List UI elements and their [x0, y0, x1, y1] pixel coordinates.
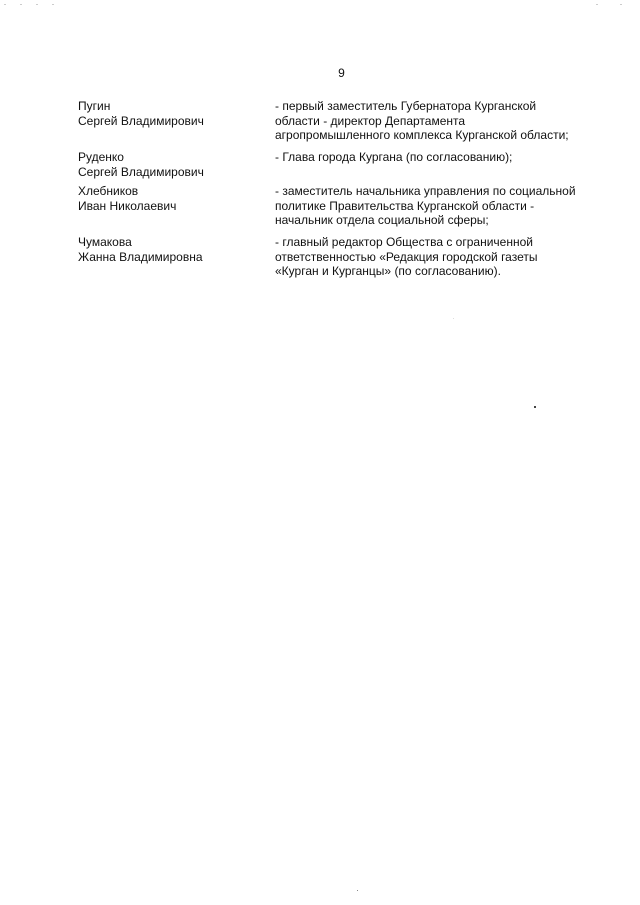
- member-surname: Пугин: [78, 99, 111, 113]
- role-line: ответственностью «Редакция городской газеты: [275, 249, 538, 264]
- role-line: - Глава города Кургана (по согласованию);: [275, 150, 513, 164]
- member-name: [78, 150, 268, 179]
- scan-speck: [357, 890, 358, 891]
- scan-artifact-top-right: [620, 4, 622, 5]
- role-line: области - директор Департамента: [275, 113, 466, 128]
- role-line: - главный редактор Общества с ограниченной: [275, 235, 533, 249]
- scan-artifact-top-left: [36, 4, 38, 5]
- member-name: [78, 184, 268, 213]
- role-line: агропромышленного комплекса Курганской области;: [275, 128, 569, 142]
- member-role: [275, 150, 610, 165]
- role-line: - заместитель начальника управления по социальной: [275, 184, 576, 198]
- member-role: [275, 184, 610, 228]
- role-line: «Курган и Курганцы» (по согласованию).: [275, 264, 501, 278]
- role-line: политике Правительства Курганской области -: [275, 198, 535, 213]
- member-given-names: Сергей Владимирович: [78, 164, 204, 179]
- member-name: [78, 235, 268, 264]
- member-given-names: Сергей Владимирович: [78, 113, 204, 128]
- scan-speck: [453, 318, 454, 319]
- member-surname: Хлебников: [78, 184, 139, 198]
- member-given-names: Жанна Владимировна: [78, 249, 203, 264]
- scan-artifact-top-left: [4, 4, 6, 5]
- scan-speck: [534, 406, 536, 408]
- member-surname: Руденко: [78, 150, 124, 164]
- member-given-names: Иван Николаевич: [78, 198, 177, 213]
- scan-artifact-top-left: [20, 4, 22, 5]
- member-surname: Чумакова: [78, 235, 132, 249]
- member-name: [78, 99, 268, 128]
- member-role: [275, 235, 610, 279]
- page-number: 9: [338, 66, 345, 80]
- role-line: начальник отдела социальной сферы;: [275, 213, 489, 227]
- scan-artifact-top-right: [596, 4, 598, 5]
- member-role: [275, 99, 610, 143]
- role-line: - первый заместитель Губернатора Курганской: [275, 99, 537, 113]
- scan-artifact-top-left: [52, 4, 54, 5]
